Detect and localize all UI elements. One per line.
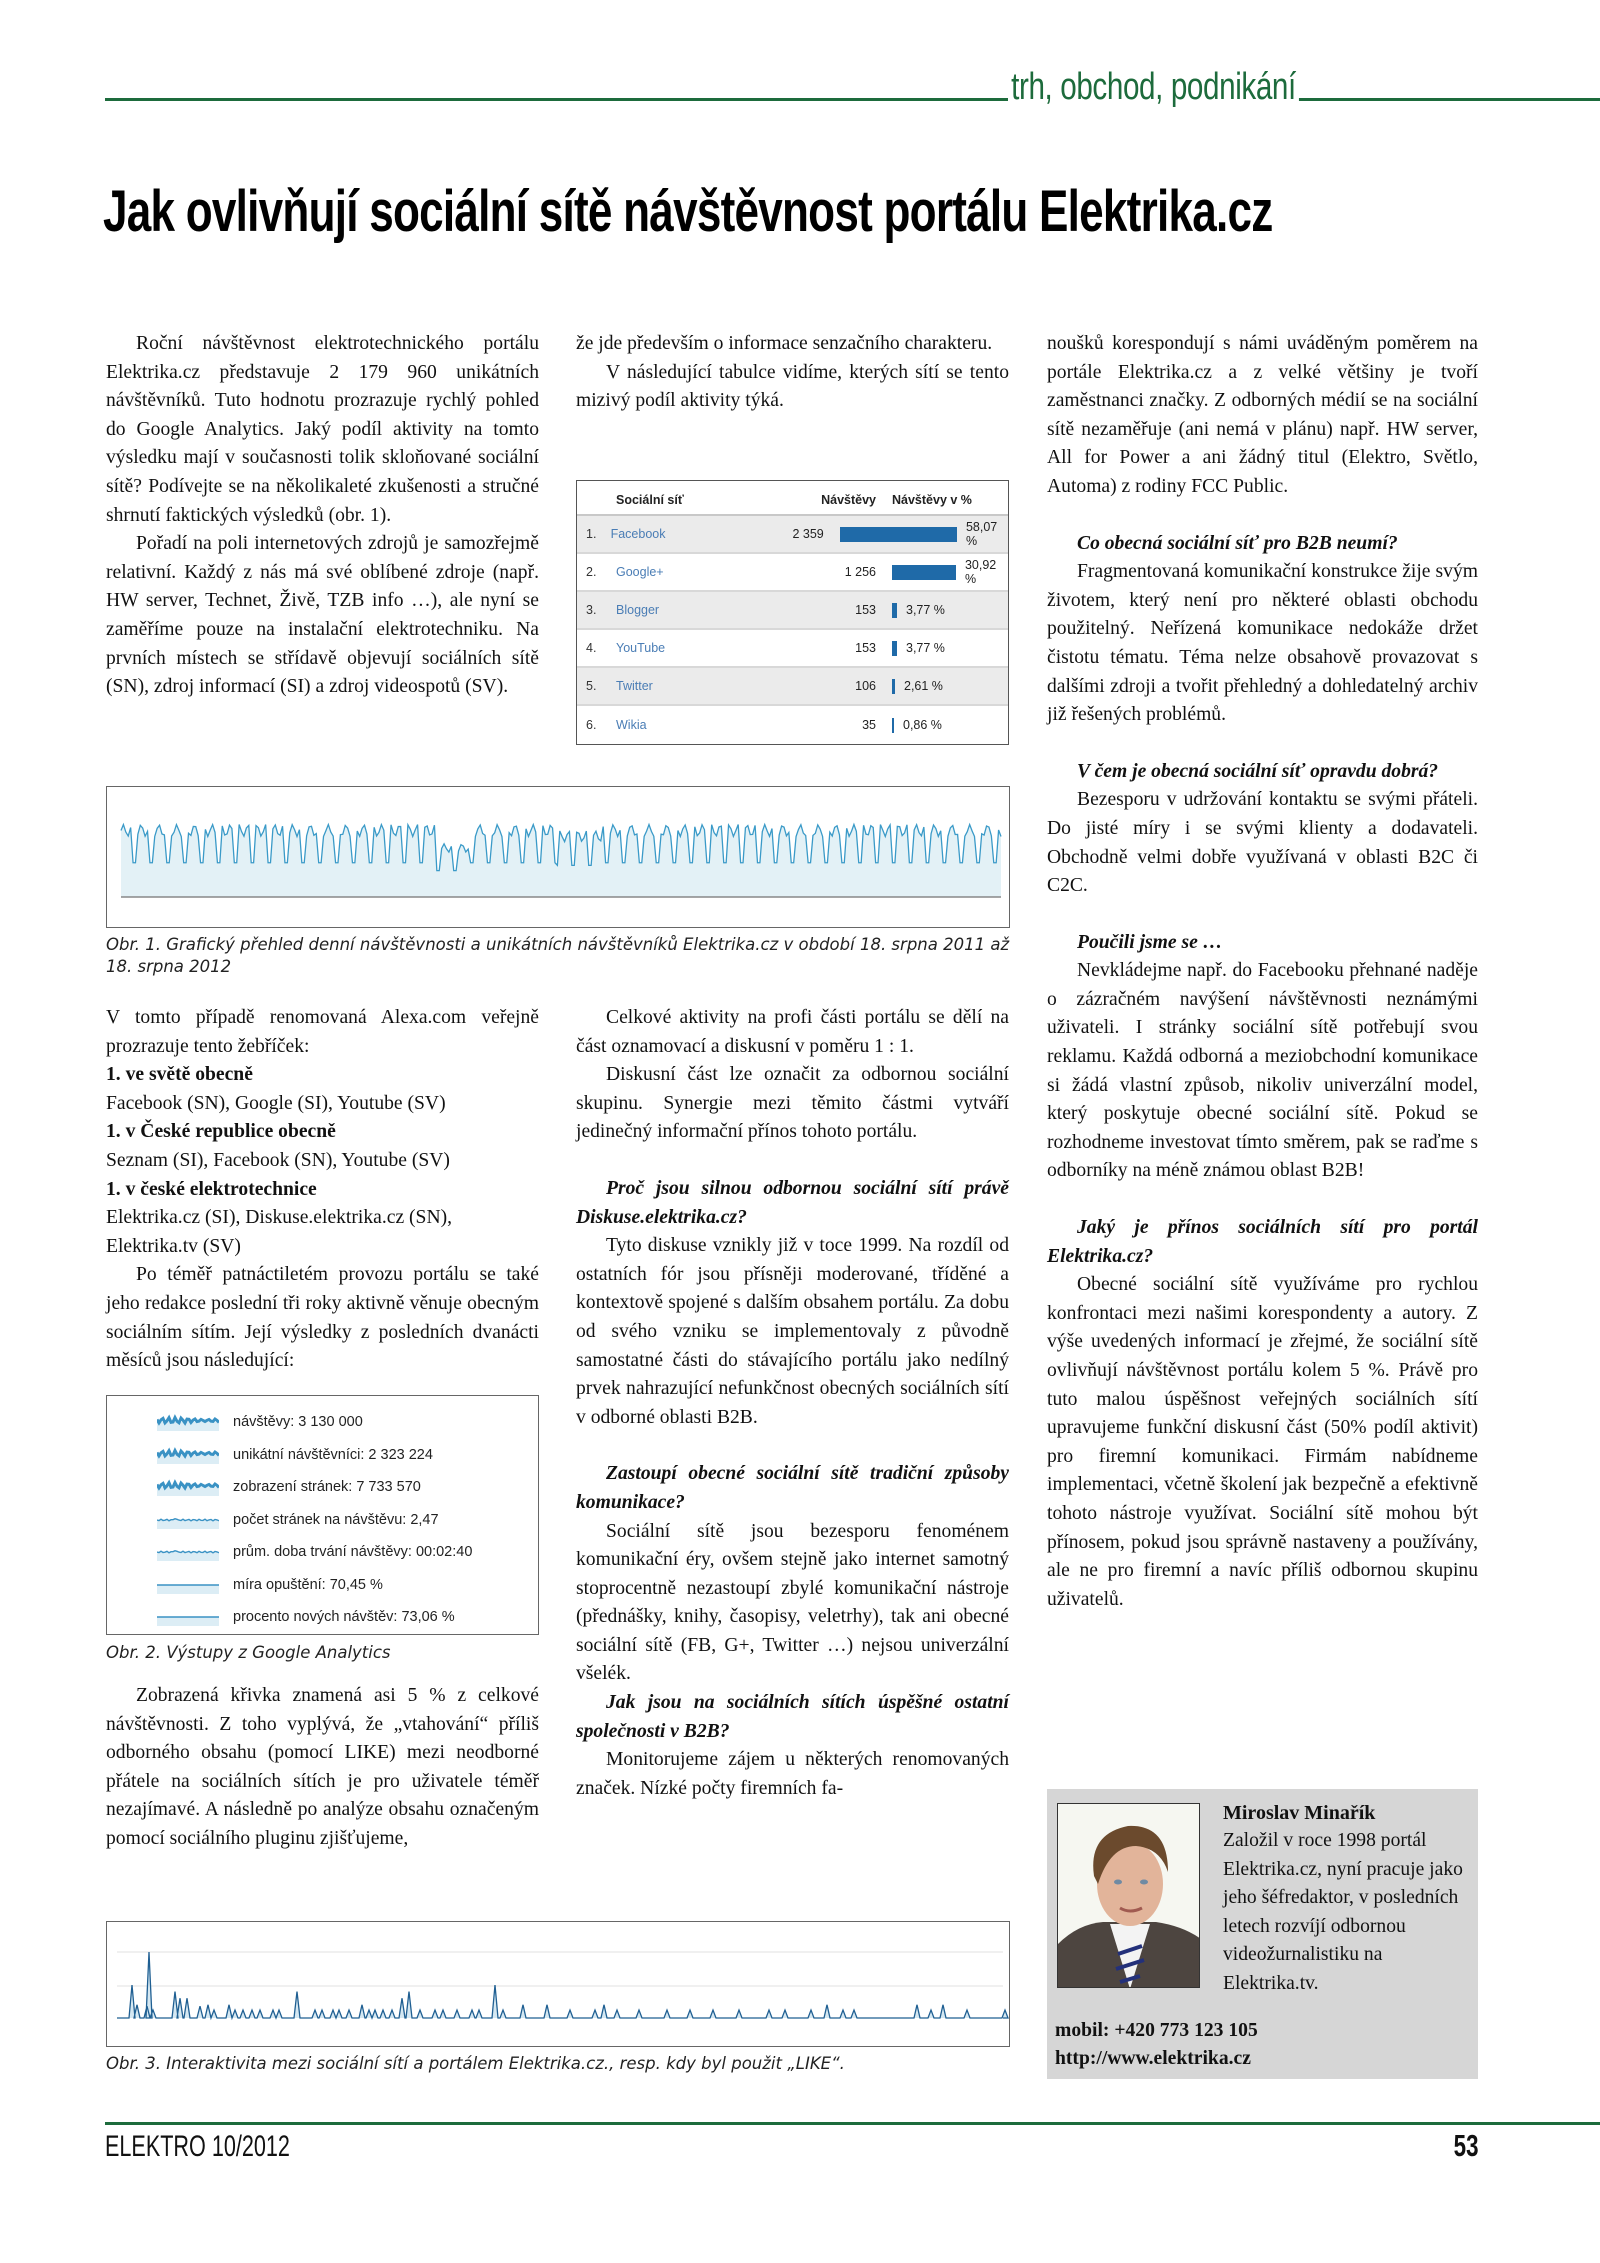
network-link[interactable]: Wikia — [616, 718, 647, 732]
rank: 3. — [586, 603, 597, 617]
visits: 35 — [862, 718, 876, 732]
sparkline-icon — [157, 1608, 219, 1626]
network-link[interactable]: Facebook — [610, 527, 666, 541]
figure-2-caption: Obr. 2. Výstupy z Google Analytics — [106, 1643, 391, 1662]
analytics-metric — [157, 1539, 472, 1565]
paragraph: Po téměř patnáctiletém provozu portálu se také jeho redakce poslední tři roky aktivně věnuje obecným sociálním sítím. Její výsledky z posledních dvanácti měsíců jsou následující: — [106, 1264, 539, 1372]
percent-bar — [892, 679, 895, 694]
percent-value: 3,77 % — [906, 603, 945, 617]
visits-percent — [876, 558, 1008, 586]
network-link[interactable]: Google+ — [616, 565, 664, 579]
analytics-metric — [157, 1474, 421, 1500]
metric-label: zobrazení stránek: 7 733 570 — [233, 1479, 421, 1495]
section-label: trh, obchod, podnikání — [1008, 66, 1299, 109]
author-photo — [1057, 1803, 1200, 1988]
like-activity-chart — [107, 1922, 1011, 2048]
subheading: Poučili jsme se … — [1077, 931, 1223, 953]
rank: 6. — [586, 718, 597, 732]
visits: 106 — [855, 679, 876, 693]
header-network: Sociální síť — [616, 493, 684, 507]
sparkline-icon — [157, 1446, 219, 1464]
ranking-title: 1. v České republice obecně — [106, 1121, 336, 1143]
paragraph: Celkové aktivity na profi části portálu se dělí na část oznamovací a diskusní v poměru 1 : 1. — [576, 1007, 1009, 1057]
visits-percent — [876, 603, 1008, 618]
author-box — [1047, 1789, 1478, 2079]
traffic-line-chart — [107, 787, 1011, 929]
analytics-metric — [157, 1507, 439, 1533]
author-bio: Založil v roce 1998 portál Elektrika.cz, nyní pracuje jako jeho šéfredaktor, v posledních letech rozvíjí odbornou videožurnalistiku na Elektrika.tv. — [1223, 1830, 1463, 1994]
figure-3-caption: Obr. 3. Interaktivita mezi sociální sítí a portálem Elektrika.cz., resp. kdy byl použit „LIKE“. — [106, 2054, 845, 2073]
percent-value: 58,07 % — [965, 520, 998, 548]
paragraph: Nevkládejme např. do Facebooku přehnané naděje o zázračném navýšení návštěvnosti neznámými uživateli. I stránky sociální sítě potřebují svou reklamu. Každá odborná a meziobchodní komunikace si žádá vlastní způsob, nikoliv univerzální model, který poskytuje obecné sociální sítě. Pokud se rozhodneme investovat tímto směrem, pak se raďme s odborníky na méně známou oblast B2B! — [1047, 960, 1478, 1182]
column-1-top — [106, 330, 539, 702]
visits-percent — [876, 718, 1008, 733]
visits: 153 — [855, 603, 876, 617]
rank: 5. — [586, 679, 597, 693]
percent-value: 3,77 % — [906, 641, 945, 655]
network-link[interactable]: Blogger — [616, 603, 660, 617]
ranking-title: 1. v české elektrotechnice — [106, 1178, 317, 1200]
page-number: 53 — [1453, 2128, 1478, 2163]
percent-value: 2,61 % — [904, 679, 943, 693]
paragraph: Tyto diskuse vznikly již v toce 1999. Na rozdíl od ostatních fór jsou přísněji moderované, tříděné a kontextově spojené s dalším obsahem portálu. Za dobu od svého vzniku se implementovaly z původně samostatné části do stávajícího portálu jako nedílný prvek nahrazující nefunkčnost obecných sociálních sítí v odborné oblasti B2B. — [576, 1235, 1009, 1428]
paragraph: noušků korespondují s námi uváděným poměrem na portále Elektrika.cz a z velké většiny je tvoří zaměstnanci značky. Z odborných médií se na sociální sítě nezaměřuje (ani nemá v plánu) např. HW server, All for Power a ani žádný titul (Elektro, Světlo, Automa) z rodiny FCC Public. — [1047, 333, 1478, 497]
figure-3-like-chart — [106, 1921, 1010, 2047]
metric-label: prům. doba trvání návštěvy: 00:02:40 — [233, 1544, 473, 1560]
percent-bar — [892, 565, 956, 580]
table-row — [577, 630, 1008, 668]
header-visits: Návštěvy — [821, 493, 876, 507]
issue-label: ELEKTRO 10/2012 — [105, 2130, 290, 2163]
column-2-middle — [576, 1004, 1009, 1803]
column-1-bottom — [106, 1682, 539, 1854]
ranking-text: Seznam (SI), Facebook (SN), Youtube (SV) — [106, 1149, 450, 1171]
percent-bar — [892, 641, 897, 656]
header-visits-percent: Návštěvy v % — [892, 493, 972, 507]
sparkline-icon — [157, 1576, 219, 1594]
ranking-title: 1. ve světě obecně — [106, 1064, 253, 1086]
network-link[interactable]: Twitter — [616, 679, 653, 693]
figure-1-caption: Obr. 1. Grafický přehled denní návštěvnosti a unikátních návštěvníků Elektrika.cz v období 18. srpna 2011 až 18. srpna 2012 — [106, 935, 1010, 976]
author-mobile: mobil: +420 773 123 105 — [1055, 2020, 1258, 2041]
social-network-table — [576, 480, 1009, 745]
table-row — [577, 668, 1008, 706]
subheading: Co obecná sociální síť pro B2B neumí? — [1077, 532, 1398, 554]
like-area — [117, 1952, 1008, 2018]
table-row — [577, 706, 1008, 744]
column-3 — [1047, 330, 1478, 1614]
like-line — [117, 1952, 1008, 2018]
visits: 1 256 — [844, 565, 876, 579]
ranking-text: Facebook (SN), Google (SI), Youtube (SV) — [106, 1092, 446, 1114]
paragraph: V následující tabulce vidíme, kterých sítí se tento mizivý podíl aktivity týká. — [576, 361, 1009, 412]
percent-bar — [892, 603, 897, 618]
sparkline-icon — [157, 1511, 219, 1529]
table-row — [577, 554, 1008, 592]
footer-rule — [105, 2122, 1600, 2125]
paragraph: Roční návštěvnost elektrotechnického portálu Elektrika.cz představuje 2 179 960 unikátních návštěvníků. Tuto hodnotu prozrazuje rychlý pohled do Google Analytics. Jaký podíl aktivity na tomto výsledku mají v současnosti tolik skloňované sociální sítě? Podívejte se na několikaleté zkušenosti a stručné shrnutí faktických výsledků (obr. 1). — [106, 333, 539, 526]
rank: 4. — [586, 641, 597, 655]
analytics-metric — [157, 1572, 383, 1598]
analytics-metric — [157, 1604, 455, 1630]
figure-1-traffic-chart — [106, 786, 1010, 928]
visits: 2 359 — [792, 527, 824, 541]
subheading: Zastoupí obecné sociální sítě tradiční způsoby komunikace? — [576, 1463, 1009, 1513]
visits: 153 — [855, 641, 876, 655]
portrait-icon — [1058, 1804, 1200, 1988]
analytics-metric — [157, 1442, 433, 1468]
subheading: V čem je obecná sociální síť opravdu dobrá? — [1077, 760, 1439, 782]
analytics-metric — [157, 1409, 363, 1435]
rank: 2. — [586, 565, 597, 579]
author-website[interactable]: http://www.elektrika.cz — [1055, 2048, 1251, 2069]
visits-percent — [876, 641, 1008, 656]
visits-percent — [824, 520, 1008, 548]
paragraph: Diskusní část lze označit za odbornou sociální skupinu. Synergie mezi těmito částmi vytváří jedinečný informační přínos tohoto portálu. — [576, 1064, 1009, 1143]
table-row — [577, 516, 1008, 554]
subheading: Jaký je přínos sociálních sítí pro portál Elektrika.cz? — [1047, 1217, 1478, 1267]
metric-label: unikátní návštěvníci: 2 323 224 — [233, 1446, 433, 1463]
metric-label: míra opuštění: 70,45 % — [233, 1576, 383, 1593]
author-name: Miroslav Minařík — [1223, 1802, 1376, 1824]
figure-2-analytics-summary — [106, 1395, 539, 1635]
paragraph: Pořadí na poli internetových zdrojů je samozřejmě relativní. Každý z nás má své oblíbené zdroje (např. HW server, Technet, Živě, TZB info …), ale nyní se zaměříme pouze na instalační elektrotechniku. Na prvních místech se střídavě objevují sociálních sítě (SN), zdroj informací (SI) a zdroj videospotů (SV). — [106, 533, 539, 698]
column-2-top — [576, 330, 1009, 416]
ranking-text: Elektrika.cz (SI), Diskuse.elektrika.cz (SN), Elektrika.tv (SV) — [106, 1207, 453, 1257]
paragraph: Obecné sociální sítě využíváme pro rychlou konfrontaci mezi našimi korespondenty a autory. Z výše uvedených informací je zřejmé, že sociální sítě ovlivňují návštěvnost portálu kolem 5 %. Právě pro tuto malou úspěšnost veřejných sociálních sítí upravujeme funkční diskusní část (50% podíl aktivit) pro firemní komunikaci. Firmám nabídneme implementaci, včetně školení jak bezpečně a efektivně tohoto nástroje využívat. Sociální sítě mohou být přínosem, pokud jsou správně nastaveny a používány, ale ne pro firemní a navíc příliš odbornou skupinu uživatelů. — [1047, 1274, 1478, 1610]
paragraph: Monitorujeme zájem u některých renomovaných značek. Nízké počty firemních fa- — [576, 1749, 1009, 1799]
metric-label: procento nových návštěv: 73,06 % — [233, 1609, 455, 1625]
paragraph: Sociální sítě jsou bezesporu fenoménem komunikační éry, ovšem stejně jako internet samotný stoprocentně nezastoupí zbylé komunikační nástroje (přednášky, knihy, časopisy, veletrhy), tak ani obecné sociální sítě (FB, G+, Twitter …) nejsou univerzální všelék. — [576, 1520, 1009, 1685]
paragraph: V tomto případě renomovaná Alexa.com veřejně prozrazuje tento žebříček: — [106, 1007, 539, 1057]
sparkline-icon — [157, 1478, 219, 1496]
subheading: Proč jsou silnou odbornou sociální sítí právě Diskuse.elektrika.cz? — [576, 1177, 1009, 1228]
table-row — [577, 592, 1008, 630]
author-contact — [1055, 2017, 1258, 2073]
metric-label: počet stránek na návštěvu: 2,47 — [233, 1511, 439, 1528]
paragraph: Zobrazená křivka znamená asi 5 % z celkové návštěvnosti. Z toho vyplývá, že „vtahování“ příliš odborného obsahu (pomocí LIKE) mezi neodborné přátele na sociálních sítích je pro uživatele téměř nezajímavé. A následně po analýze obsahu označeným pomocí sociálního pluginu zjišťujeme, — [106, 1685, 539, 1849]
network-link[interactable]: YouTube — [616, 641, 666, 655]
percent-value: 30,92 % — [964, 558, 997, 586]
subheading: Jak jsou na sociálních sítích úspěšné ostatní společnosti v B2B? — [576, 1692, 1009, 1742]
article-title: Jak ovlivňují sociální sítě návštěvnost portálu Elektrika.cz — [103, 179, 1273, 244]
metric-label: návštěvy: 3 130 000 — [233, 1414, 363, 1430]
rank: 1. — [586, 527, 597, 541]
percent-bar — [892, 718, 894, 733]
percent-bar — [840, 527, 957, 542]
sparkline-icon — [157, 1543, 219, 1561]
percent-value: 0,86 % — [903, 718, 942, 732]
visits-percent — [876, 679, 1008, 694]
paragraph: že jde především o informace senzačního charakteru. — [576, 333, 993, 354]
paragraph: Bezesporu v udržování kontaktu se svými přáteli. Do jisté míry i se svými klienty a dodavateli. Obchodně velmi dobře využívaná v oblasti B2C či C2C. — [1047, 789, 1478, 897]
table-header — [577, 481, 1008, 516]
header-rule — [105, 98, 1600, 101]
column-1-middle — [106, 1004, 539, 1376]
sparkline-icon — [157, 1413, 219, 1431]
paragraph: Fragmentovaná komunikační konstrukce žije svým životem, který není pro některé oblasti obchodu použitelný. Neřízená komunikace nedokáže držet čistotu tématu. Téma nelze obsahově provazovat s dalšími zdroji a tvořit přehledný a dohledatelný archiv již řešených problémů. — [1047, 561, 1478, 726]
